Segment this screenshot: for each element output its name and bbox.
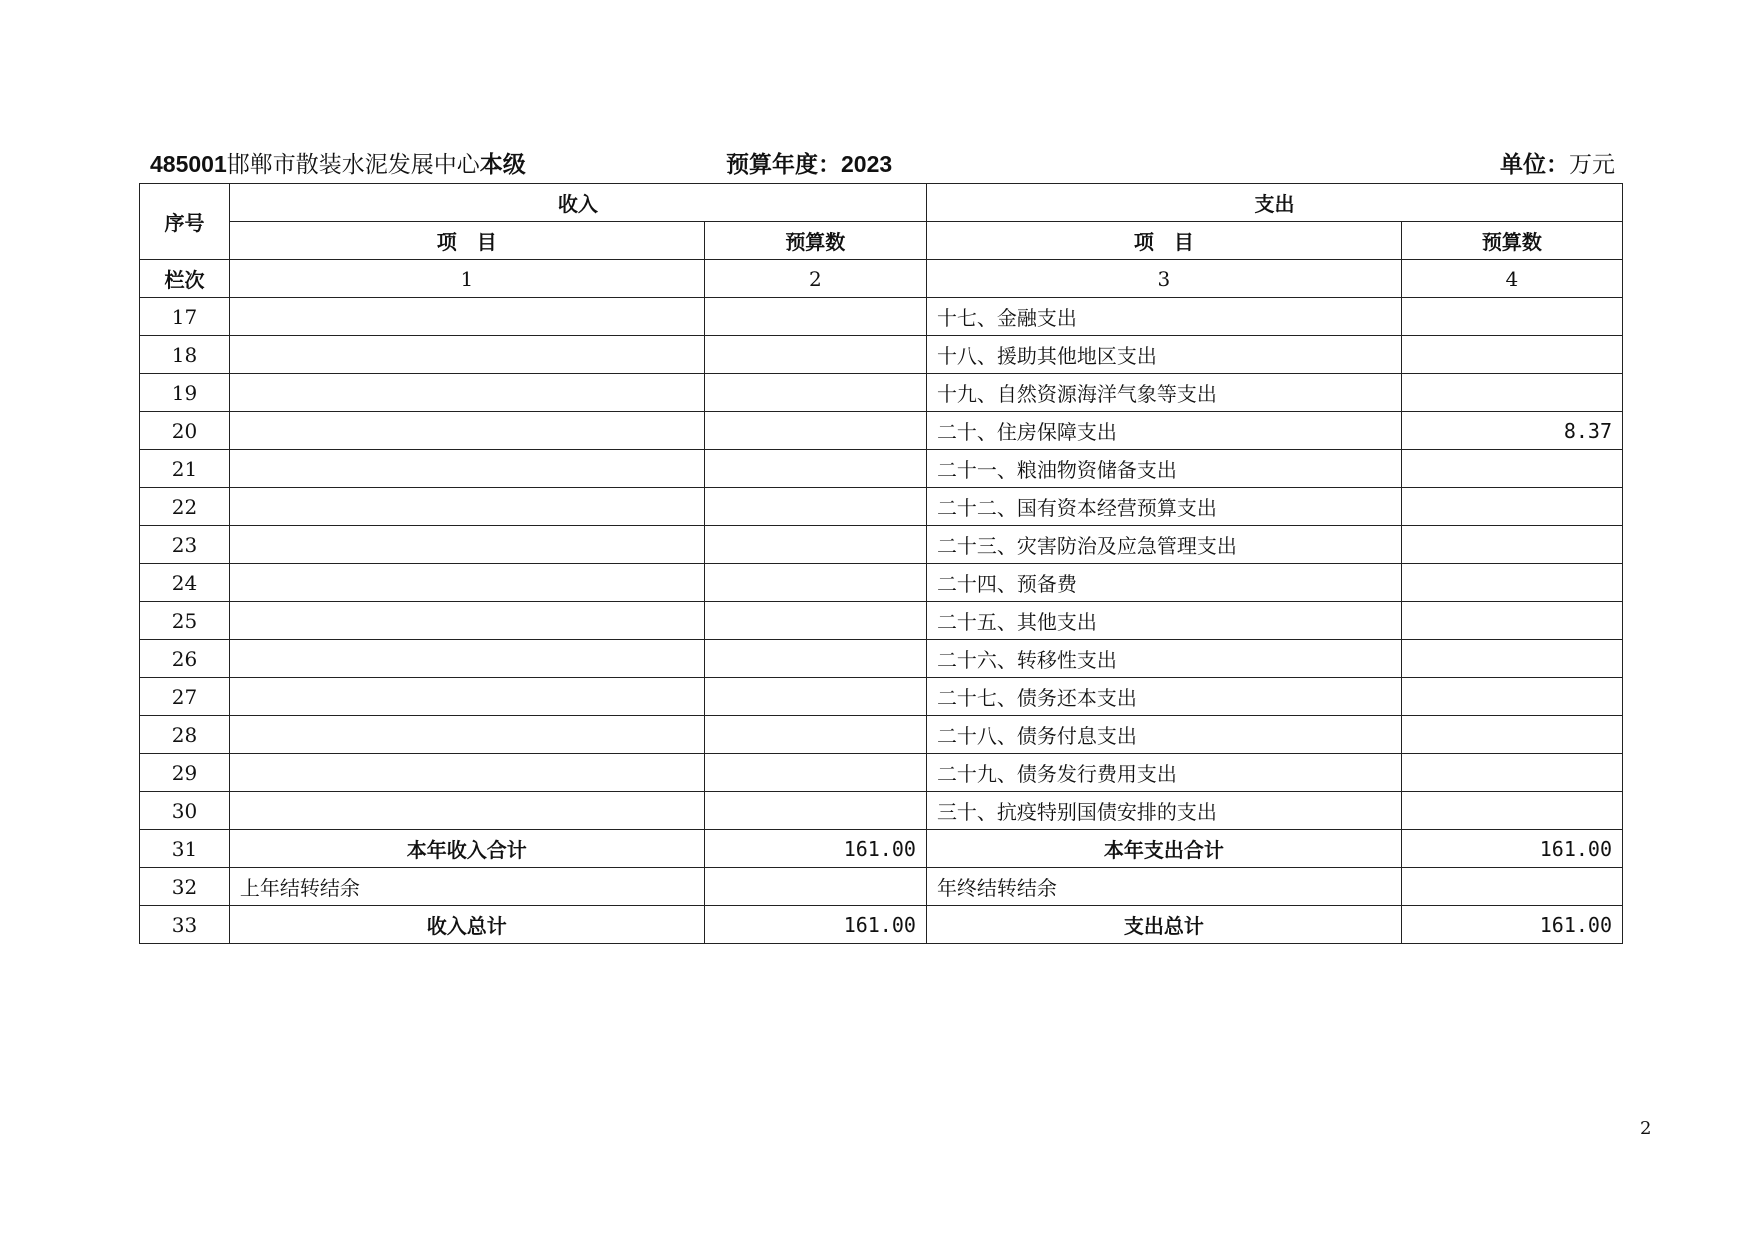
row-seq: 25: [140, 602, 230, 640]
table-body: [140, 298, 1623, 944]
expense-item: 十八、援助其他地区支出: [926, 336, 1401, 374]
income-amount: [704, 602, 926, 640]
expense-amount: 161.00: [1401, 906, 1622, 944]
expense-amount: [1401, 336, 1622, 374]
unit-level: 本级: [479, 151, 526, 178]
row-seq: 32: [140, 868, 230, 906]
row-seq: 21: [140, 450, 230, 488]
income-amount: [704, 412, 926, 450]
unit-name-text: 邯郸市散装水泥发展中心: [226, 152, 480, 178]
income-budget-header: 预算数: [704, 222, 926, 260]
income-amount: [704, 564, 926, 602]
row-seq: 20: [140, 412, 230, 450]
income-amount: [704, 640, 926, 678]
table-row: [140, 906, 1623, 944]
table-row: [140, 450, 1623, 488]
income-amount: [704, 716, 926, 754]
table-row: [140, 792, 1623, 830]
table-row: [140, 640, 1623, 678]
expense-item: 本年支出合计: [926, 830, 1401, 868]
income-amount: [704, 450, 926, 488]
expense-amount: [1401, 716, 1622, 754]
income-item: [229, 450, 704, 488]
unit-code: 485001: [150, 151, 227, 177]
table-row: [140, 678, 1623, 716]
expense-item: 二十一、粮油物资储备支出: [926, 450, 1401, 488]
income-item: [229, 374, 704, 412]
table-row: [140, 488, 1623, 526]
currency-unit-value: 万元: [1569, 152, 1615, 178]
income-item: 本年收入合计: [229, 830, 704, 868]
expense-amount: [1401, 526, 1622, 564]
expense-amount: 8.37: [1401, 412, 1622, 450]
table-row: [140, 412, 1623, 450]
expense-item: 二十九、债务发行费用支出: [926, 754, 1401, 792]
income-header: 收入: [229, 184, 926, 222]
expense-item: 二十、住房保障支出: [926, 412, 1401, 450]
table-row: [140, 716, 1623, 754]
column-row-label: 栏次: [140, 260, 230, 298]
table-row: [140, 374, 1623, 412]
expense-amount: [1401, 488, 1622, 526]
income-amount: [704, 792, 926, 830]
row-seq: 17: [140, 298, 230, 336]
income-item: [229, 716, 704, 754]
expense-item: 二十六、转移性支出: [926, 640, 1401, 678]
expense-item: 支出总计: [926, 906, 1401, 944]
row-seq: 30: [140, 792, 230, 830]
expense-amount: [1401, 754, 1622, 792]
row-seq: 19: [140, 374, 230, 412]
income-amount: [704, 754, 926, 792]
income-amount: [704, 374, 926, 412]
income-amount: [704, 868, 926, 906]
expense-item: 十九、自然资源海洋气象等支出: [926, 374, 1401, 412]
row-seq: 23: [140, 526, 230, 564]
income-item: [229, 336, 704, 374]
income-amount: 161.00: [704, 906, 926, 944]
expense-amount: [1401, 640, 1622, 678]
expense-amount: [1401, 564, 1622, 602]
income-item: [229, 526, 704, 564]
income-item: [229, 602, 704, 640]
row-seq: 26: [140, 640, 230, 678]
expense-amount: [1401, 678, 1622, 716]
row-seq: 27: [140, 678, 230, 716]
income-item: [229, 412, 704, 450]
expense-amount: [1401, 298, 1622, 336]
expense-item: 二十三、灾害防治及应急管理支出: [926, 526, 1401, 564]
table-row: [140, 526, 1623, 564]
income-item: [229, 488, 704, 526]
currency-unit-label: 单位：: [1500, 151, 1569, 178]
page-number: 2: [1640, 1118, 1652, 1139]
expense-budget-header: 预算数: [1401, 222, 1622, 260]
income-item: [229, 678, 704, 716]
income-item: [229, 792, 704, 830]
income-amount: [704, 678, 926, 716]
budget-table: [139, 183, 1623, 944]
expense-amount: [1401, 602, 1622, 640]
row-seq: 29: [140, 754, 230, 792]
budget-year-label: 预算年度：: [726, 151, 841, 178]
budget-year: [726, 146, 892, 179]
income-item-header: 项 目: [229, 222, 704, 260]
expense-item-header: 项 目: [926, 222, 1401, 260]
expense-header: 支出: [926, 184, 1622, 222]
expense-item: 三十、抗疫特别国债安排的支出: [926, 792, 1401, 830]
column-number-4: 4: [1401, 260, 1622, 298]
row-seq: 33: [140, 906, 230, 944]
column-number-3: 3: [926, 260, 1401, 298]
income-item: [229, 754, 704, 792]
income-amount: 161.00: [704, 830, 926, 868]
table-row: [140, 830, 1623, 868]
expense-item: 二十四、预备费: [926, 564, 1401, 602]
income-amount: [704, 298, 926, 336]
expense-item: 年终结转结余: [926, 868, 1401, 906]
table-row: [140, 336, 1623, 374]
income-amount: [704, 526, 926, 564]
expense-amount: [1401, 374, 1622, 412]
expense-amount: 161.00: [1401, 830, 1622, 868]
table-row: [140, 754, 1623, 792]
expense-amount: [1401, 792, 1622, 830]
table-row: [140, 868, 1623, 906]
income-item: [229, 640, 704, 678]
table-row: [140, 564, 1623, 602]
budget-year-value: 2023: [841, 151, 893, 177]
income-item: [229, 298, 704, 336]
row-seq: 31: [140, 830, 230, 868]
row-seq: 24: [140, 564, 230, 602]
report-header: [140, 146, 1620, 180]
income-item: 收入总计: [229, 906, 704, 944]
income-item: [229, 564, 704, 602]
expense-item: 二十二、国有资本经营预算支出: [926, 488, 1401, 526]
currency-unit: [1500, 146, 1615, 179]
income-amount: [704, 336, 926, 374]
row-seq: 28: [140, 716, 230, 754]
seq-header: 序号: [140, 184, 230, 260]
expense-item: 二十七、债务还本支出: [926, 678, 1401, 716]
column-number-2: 2: [704, 260, 926, 298]
unit-name: [150, 146, 526, 179]
table-row: [140, 602, 1623, 640]
income-item: 上年结转结余: [229, 868, 704, 906]
expense-item: 十七、金融支出: [926, 298, 1401, 336]
expense-item: 二十五、其他支出: [926, 602, 1401, 640]
expense-amount: [1401, 868, 1622, 906]
row-seq: 18: [140, 336, 230, 374]
row-seq: 22: [140, 488, 230, 526]
column-number-1: 1: [229, 260, 704, 298]
expense-amount: [1401, 450, 1622, 488]
table-row: [140, 298, 1623, 336]
income-amount: [704, 488, 926, 526]
expense-item: 二十八、债务付息支出: [926, 716, 1401, 754]
